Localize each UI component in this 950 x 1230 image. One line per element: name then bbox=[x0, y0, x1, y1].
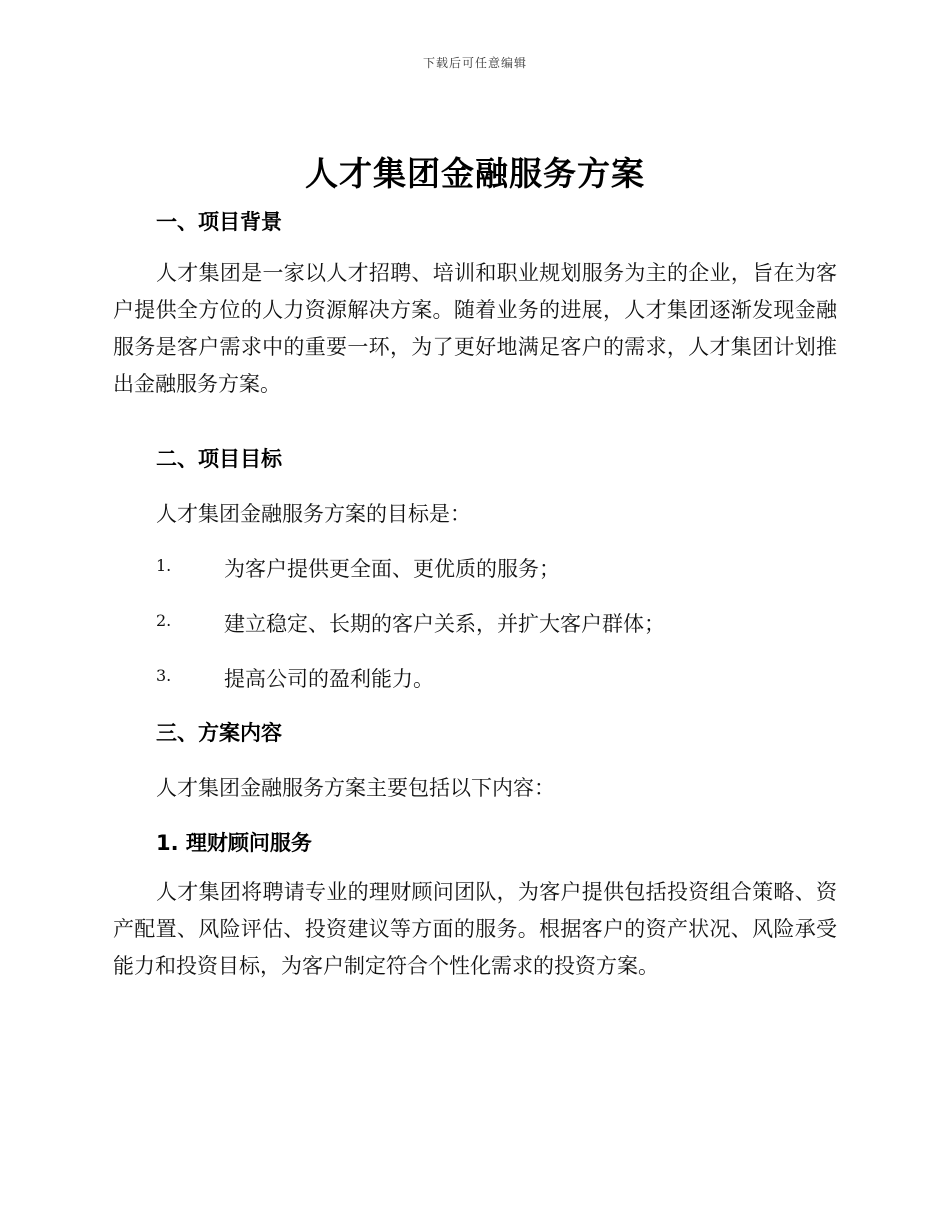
list-item-text: 提高公司的盈利能力。 bbox=[224, 667, 434, 691]
section-heading-content: 三、方案内容 bbox=[156, 721, 282, 745]
list-item-number: 2. bbox=[156, 611, 172, 630]
list-item-text: 建立稳定、长期的客户关系，并扩大客户群体； bbox=[224, 612, 665, 636]
document-title: 人才集团金融服务方案 bbox=[305, 154, 645, 193]
section-heading-goals: 二、项目目标 bbox=[156, 447, 282, 471]
subsection-heading-financial-advisory: 1. 理财顾问服务 bbox=[156, 831, 312, 855]
goals-intro: 人才集团金融服务方案的目标是： bbox=[156, 502, 471, 526]
content-intro: 人才集团金融服务方案主要包括以下内容： bbox=[156, 776, 555, 800]
list-item-number: 1. bbox=[156, 556, 172, 575]
document-body bbox=[113, 0, 837, 1230]
header-note: 下载后可任意编辑 bbox=[422, 56, 527, 70]
section-heading-background: 一、项目背景 bbox=[156, 210, 282, 234]
background-paragraph: 人才集团是一家以人才招聘、培训和职业规划服务为主的企业，旨在为客户提供全方位的人力资源解决方案。随着业务的进展，人才集团逐渐发现金融服务是客户需求中的重要一环，为了更好地满足客户的需求，人才集团计划推出金融服务方案。 bbox=[113, 261, 837, 396]
financial-advisory-paragraph: 人才集团将聘请专业的理财顾问团队，为客户提供包括投资组合策略、资产配置、风险评估、投资建议等方面的服务。根据客户的资产状况、风险承受能力和投资目标，为客户制定符合个性化需求的投资方案。 bbox=[113, 880, 837, 978]
list-item-text: 为客户提供更全面、更优质的服务； bbox=[224, 557, 560, 581]
list-item-number: 3. bbox=[156, 666, 172, 685]
